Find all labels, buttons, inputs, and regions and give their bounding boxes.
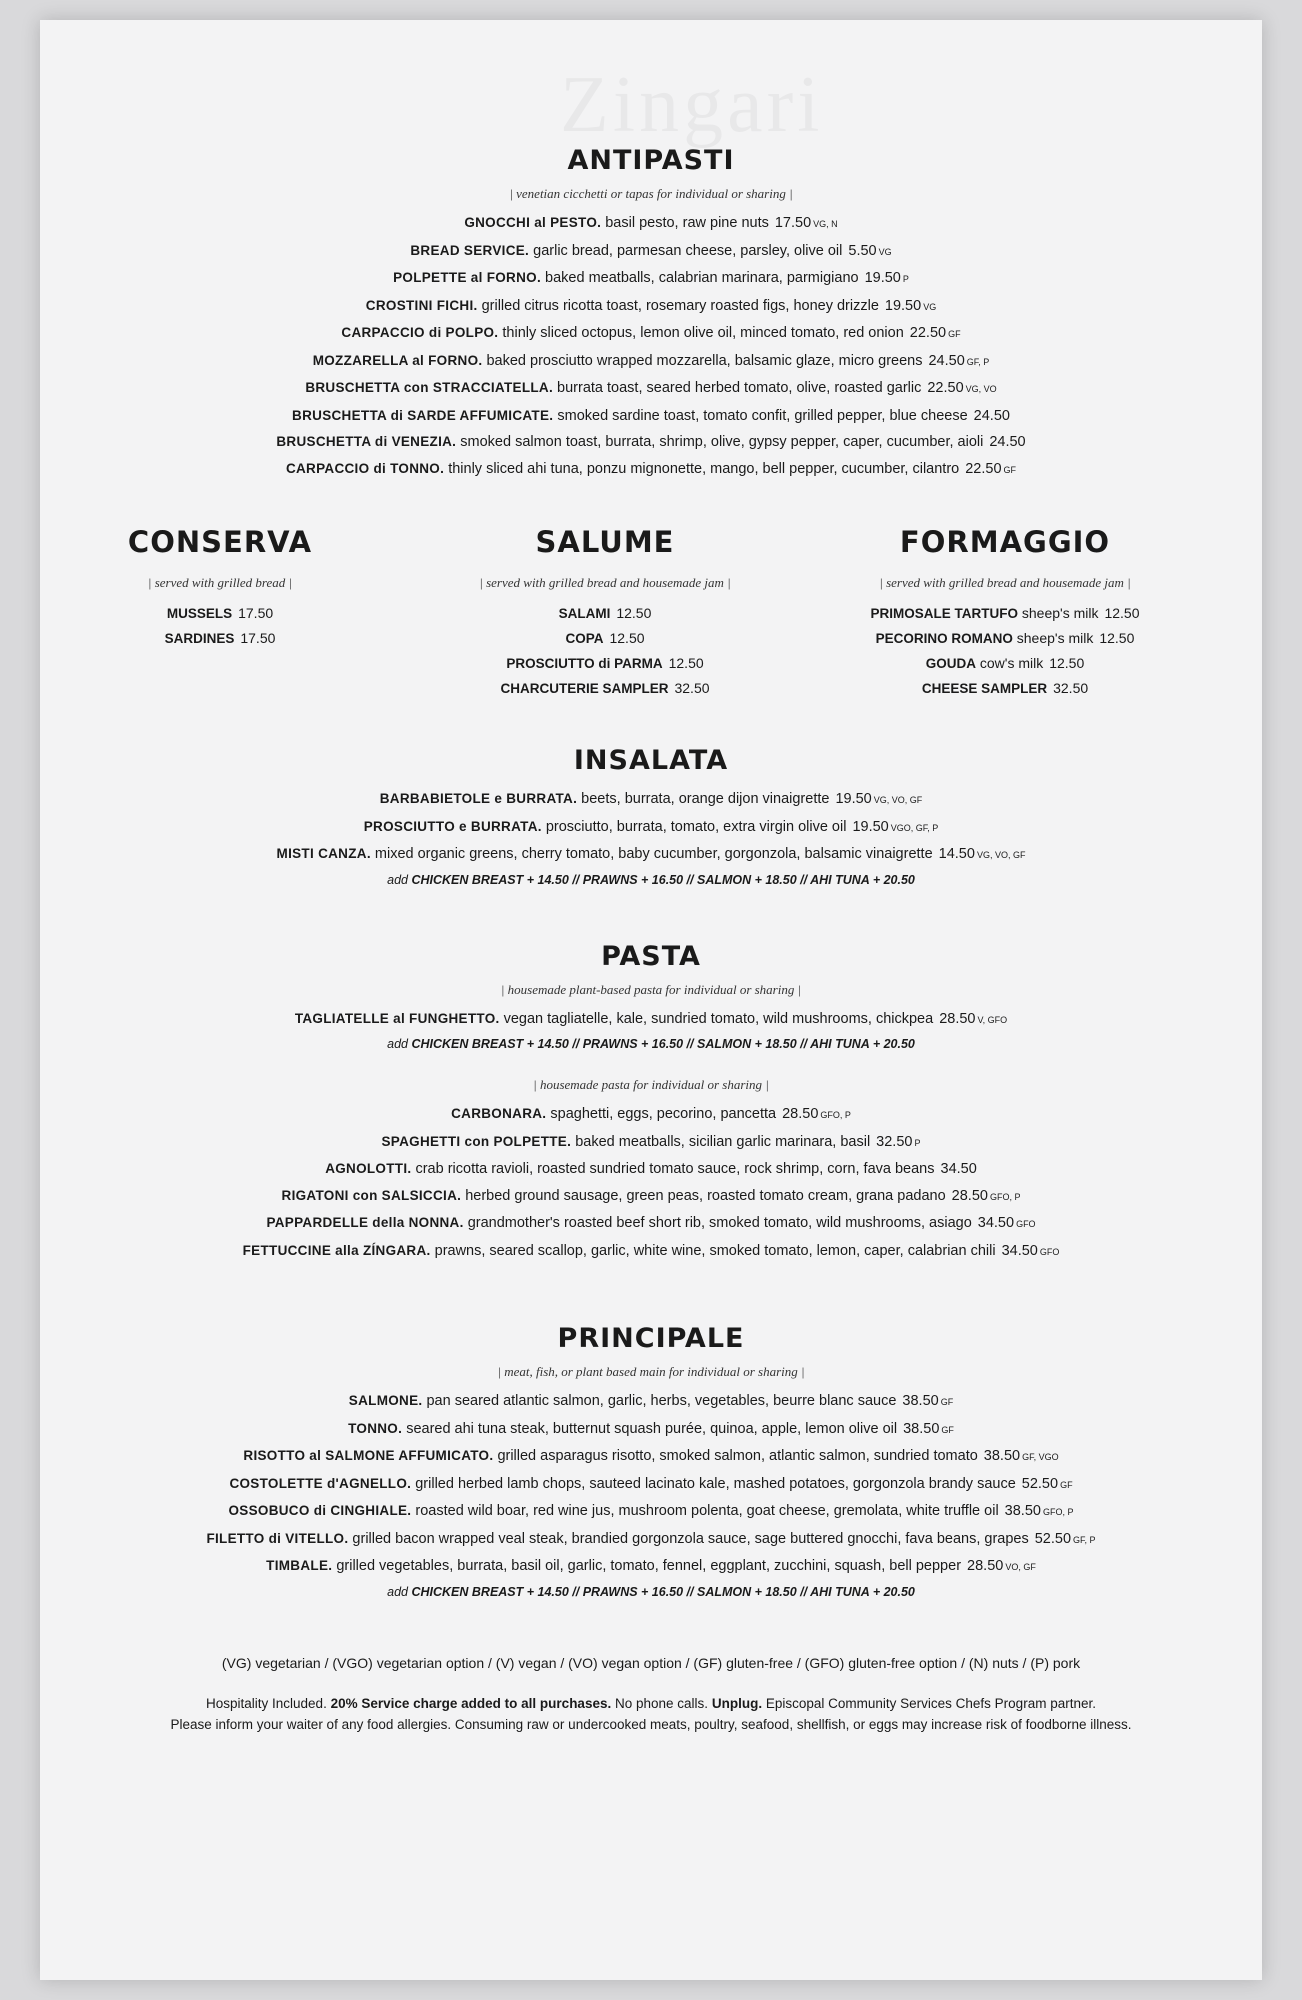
item-description: thinly sliced ahi tuna, ponzu mignonette, mango, bell pepper, cucumber, cilantro: [448, 460, 960, 477]
menu-item: [40, 841, 1262, 869]
item-description: beets, burrata, orange dijon vinaigrette: [581, 791, 830, 807]
menu-item: [95, 601, 345, 626]
item-list: [40, 210, 1262, 483]
item-price: 38.50: [1004, 1503, 1041, 1519]
item-price: 52.50: [1021, 1475, 1059, 1492]
addon-line: [40, 1581, 1262, 1603]
salume-section: [420, 525, 790, 701]
item-description: grilled vegetables, burrata, basil oil, garlic, tomato, fennel, eggplant, zucchini, squash, bell pepper: [336, 1558, 962, 1574]
item-tags: GFO, P: [820, 1110, 851, 1120]
item-tags: VG, VO: [965, 384, 997, 394]
item-description: smoked sardine toast, tomato confit, grilled pepper, blue cheese: [557, 407, 968, 424]
item-price: 34.50: [1001, 1242, 1038, 1259]
section-note: | housemade pasta for individual or sharing |: [533, 1077, 769, 1092]
menu-item: [40, 1471, 1262, 1499]
menu-page: [40, 20, 1262, 1980]
item-tags: GF: [948, 329, 961, 339]
item-name: BARBABIETOLE e BURRATA.: [379, 791, 578, 806]
item-name: PROSCIUTTO e BURRATA.: [363, 818, 542, 834]
item-description: sheep's milk: [1016, 630, 1094, 646]
menu-item: [40, 1388, 1262, 1416]
board-columns: [40, 525, 1262, 725]
item-price: 32.50: [1053, 680, 1089, 696]
item-tags: VG: [878, 246, 892, 257]
item-tags: GF: [1060, 1479, 1073, 1490]
item-name: SARDINES: [164, 631, 235, 646]
footer: [40, 1693, 1262, 1735]
item-name: PRIMOSALE TARTUFO: [870, 606, 1018, 621]
item-tags: GFO, P: [989, 1191, 1021, 1202]
section-title: CONSERVA: [127, 525, 313, 559]
footer-text: Unplug.: [711, 1695, 763, 1711]
menu-item: [40, 210, 1262, 238]
menu-item: [805, 676, 1205, 701]
menu-item: [805, 601, 1205, 626]
item-price: 28.50: [939, 1010, 976, 1027]
item-name: TIMBALE.: [266, 1558, 333, 1573]
menu-item: [40, 1526, 1262, 1554]
dietary-legend: (VG) vegetarian / (VGO) vegetarian option / (V) vegan / (VO) vegan option / (GF) gluten-free / (GFO) gluten-free option / (N) nuts / (P) pork: [221, 1654, 1081, 1671]
item-price: 28.50: [967, 1558, 1004, 1574]
item-list: [420, 601, 790, 701]
insalata-section: [40, 745, 1262, 891]
item-description: grilled asparagus risotto, smoked salmon, atlantic salmon, sundried tomato: [497, 1448, 978, 1464]
item-name: SPAGHETTI con POLPETTE.: [381, 1133, 572, 1149]
addon-label: add: [387, 1584, 408, 1599]
item-description: herbed ground sausage, green peas, roasted tomato cream, grana padano: [465, 1187, 946, 1204]
section-note: | served with grilled bread |: [147, 575, 293, 590]
item-tags: GF: [940, 1397, 954, 1407]
menu-item: [420, 601, 790, 626]
item-price: 28.50: [782, 1106, 819, 1122]
menu-item: [420, 626, 790, 651]
footer-text: Hospitality Included.: [206, 1695, 327, 1711]
item-price: 12.50: [1099, 630, 1135, 646]
item-name: PROSCIUTTO di PARMA: [506, 656, 663, 671]
item-description: baked prosciutto wrapped mozzarella, balsamic glaze, micro greens: [486, 352, 923, 369]
menu-item: [40, 1443, 1262, 1471]
item-price: 28.50: [951, 1187, 988, 1204]
menu-item: [40, 1238, 1262, 1266]
menu-item: [40, 293, 1262, 321]
footer-text: Episcopal Community Services Chefs Program partner.: [765, 1695, 1096, 1711]
item-tags: V, GFO: [977, 1014, 1008, 1025]
item-tags: GFO, P: [1042, 1507, 1074, 1517]
item-tags: GF, P: [1073, 1534, 1096, 1545]
item-name: CARBONARA.: [451, 1106, 547, 1121]
item-description: grilled herbed lamb chops, sauteed lacinato kale, mashed potatoes, gorgonzola brandy sauce: [415, 1475, 1016, 1492]
item-tags: GF, VGO: [1022, 1452, 1059, 1462]
item-name: TAGLIATELLE al FUNGHETTO.: [294, 1010, 500, 1026]
pasta-section: [40, 941, 1262, 1266]
item-name: AGNOLOTTI.: [325, 1161, 412, 1176]
menu-item: [40, 456, 1262, 484]
addon-text: CHICKEN BREAST + 14.50 // PRAWNS + 16.50 // SALMON + 18.50 // AHI TUNA + 20.50: [411, 1584, 915, 1599]
item-name: GOUDA: [925, 656, 976, 671]
section-note: | venetian cicchetti or tapas for individual or sharing |: [509, 186, 793, 201]
item-description: sheep's milk: [1021, 605, 1099, 621]
menu-item: [40, 1210, 1262, 1238]
item-tags: GFO: [1016, 1219, 1036, 1229]
conserva-section: [95, 525, 345, 651]
item-tags: VG: [923, 301, 937, 312]
item-name: COSTOLETTE d'AGNELLO.: [229, 1475, 412, 1491]
menu-item: [40, 1553, 1262, 1581]
addon-text: CHICKEN BREAST + 14.50 // PRAWNS + 16.50 // SALMON + 18.50 // AHI TUNA + 20.50: [411, 1037, 915, 1051]
menu-item: [40, 265, 1262, 293]
item-name: FILETTO di VITELLO.: [206, 1530, 349, 1546]
item-description: grilled citrus ricotta toast, rosemary roasted figs, honey drizzle: [481, 297, 879, 314]
item-name: BRUSCHETTA di SARDE AFFUMICATE.: [292, 407, 554, 423]
item-description: thinly sliced octopus, lemon olive oil, minced tomato, red onion: [502, 325, 904, 341]
item-price: 52.50: [1034, 1530, 1072, 1547]
menu-item: [40, 1101, 1262, 1129]
item-price: 12.50: [609, 630, 645, 646]
item-tags: P: [914, 1137, 921, 1148]
item-tags: GF: [1003, 464, 1017, 475]
addon-line: [40, 1033, 1262, 1055]
item-name: PAPPARDELLE della NONNA.: [266, 1215, 464, 1230]
item-name: BRUSCHETTA con STRACCIATELLA.: [305, 380, 554, 395]
item-description: crab ricotta ravioli, roasted sundried tomato sauce, rock shrimp, corn, fava beans: [415, 1161, 935, 1177]
item-name: CHARCUTERIE SAMPLER: [500, 681, 669, 696]
addon-label: add: [387, 872, 408, 887]
principale-section: [40, 1323, 1262, 1603]
section-title: ANTIPASTI: [567, 145, 735, 176]
section-note: | housemade plant-based pasta for individual or sharing |: [500, 981, 802, 997]
item-tags: GF: [941, 1424, 954, 1435]
item-description: mixed organic greens, cherry tomato, baby cucumber, gorgonzola, balsamic vinaigrette: [374, 846, 933, 862]
item-description: prawns, seared scallop, garlic, white wine, smoked tomato, lemon, caper, calabrian chili: [434, 1242, 996, 1259]
menu-item: [40, 375, 1262, 403]
item-name: TONNO.: [348, 1420, 403, 1436]
section-note: | meat, fish, or plant based main for individual or sharing |: [497, 1364, 805, 1379]
item-description: smoked salmon toast, burrata, shrimp, olive, gypsy pepper, caper, cucumber, aioli: [460, 434, 984, 450]
item-price: 19.50: [884, 297, 922, 314]
item-description: basil pesto, raw pine nuts: [605, 215, 769, 231]
section-note: | served with grilled bread and housemade jam |: [879, 575, 1131, 590]
item-list: [95, 601, 345, 651]
item-price: 12.50: [616, 605, 652, 621]
menu-item: [40, 320, 1262, 348]
item-price: 19.50: [835, 791, 872, 807]
item-list: [805, 601, 1205, 701]
menu-item: [40, 1006, 1262, 1034]
antipasti-section: [40, 145, 1262, 483]
item-price: 5.50: [848, 242, 877, 259]
item-name: CHEESE SAMPLER: [921, 681, 1048, 696]
item-name: MOZZARELLA al FORNO.: [312, 352, 483, 368]
menu-item: [420, 651, 790, 676]
menu-item: [40, 429, 1262, 456]
item-tags: P: [902, 274, 909, 284]
item-list: [40, 786, 1262, 869]
section-title: INSALATA: [573, 745, 729, 776]
menu-item: [40, 814, 1262, 842]
item-price: 22.50: [927, 380, 964, 396]
item-name: COPA: [565, 631, 604, 646]
item-price: 19.50: [864, 270, 901, 286]
item-tags: VGO, GF, P: [890, 822, 939, 833]
item-tags: VG, VO, GF: [873, 795, 923, 805]
item-name: OSSOBUCO di CINGHIALE.: [228, 1503, 412, 1518]
menu-item: [805, 626, 1205, 651]
menu-item: [40, 403, 1262, 430]
menu-item: [40, 1156, 1262, 1183]
item-description: burrata toast, seared herbed tomato, olive, roasted garlic: [557, 380, 922, 396]
item-price: 32.50: [674, 680, 710, 696]
item-price: 34.50: [940, 1161, 977, 1177]
menu-item: [40, 1183, 1262, 1211]
item-description: grandmother's roasted beef short rib, smoked tomato, wild mushrooms, asiago: [467, 1215, 972, 1231]
item-description: spaghetti, eggs, pecorino, pancetta: [550, 1106, 777, 1122]
item-tags: GF, P: [966, 356, 990, 367]
item-name: RIGATONI con SALSICCIA.: [281, 1187, 462, 1203]
item-list: [40, 1388, 1262, 1581]
item-description: roasted wild boar, red wine jus, mushroom polenta, goat cheese, gremolata, white truffle oil: [415, 1503, 999, 1519]
item-description: pan seared atlantic salmon, garlic, herbs, vegetables, beurre blanc sauce: [426, 1393, 897, 1409]
item-name: GNOCCHI al PESTO.: [464, 215, 602, 230]
item-tags: VO, GF: [1005, 1562, 1036, 1572]
watermark-logo: [560, 60, 823, 151]
item-price: 38.50: [903, 1420, 940, 1437]
item-description: garlic bread, parmesan cheese, parsley, olive oil: [533, 242, 843, 259]
item-description: prosciutto, burrata, tomato, extra virgin olive oil: [545, 818, 847, 835]
menu-item: [40, 1416, 1262, 1444]
item-price: 17.50: [240, 630, 276, 646]
footer-line-1: [40, 1693, 1262, 1714]
item-price: 24.50: [928, 352, 965, 369]
formaggio-section: [805, 525, 1205, 701]
menu-item: [40, 348, 1262, 376]
item-list: [40, 1101, 1262, 1265]
item-name: SALAMI: [558, 606, 611, 621]
item-list: [40, 1006, 1262, 1034]
item-price: 32.50: [876, 1133, 913, 1150]
item-price: 24.50: [989, 434, 1026, 450]
item-price: 22.50: [909, 325, 947, 341]
item-tags: VG, VO, GF: [976, 850, 1026, 860]
menu-item: [40, 1498, 1262, 1526]
item-description: vegan tagliatelle, kale, sundried tomato, wild mushrooms, chickpea: [503, 1010, 934, 1027]
item-price: 12.50: [668, 655, 704, 671]
menu-item: [95, 626, 345, 651]
item-name: RISOTTO al SALMONE AFFUMICATO.: [243, 1448, 494, 1463]
section-title: SALUME: [535, 525, 675, 559]
item-name: CARPACCIO di POLPO.: [341, 325, 499, 340]
item-description: baked meatballs, sicilian garlic marinara, basil: [575, 1133, 871, 1150]
item-price: 38.50: [983, 1448, 1021, 1464]
item-price: 14.50: [938, 846, 975, 862]
item-name: CROSTINI FICHI.: [365, 297, 478, 313]
menu-item: [420, 676, 790, 701]
menu-item: [40, 238, 1262, 266]
item-name: BREAD SERVICE.: [410, 242, 530, 258]
item-name: FETTUCCINE alla ZÍNGARA.: [242, 1242, 431, 1258]
item-price: 22.50: [965, 460, 1002, 477]
menu-item: [805, 651, 1205, 676]
item-price: 12.50: [1049, 655, 1085, 671]
menu-item: [40, 786, 1262, 814]
footer-text: 20% Service charge added to all purchases.: [330, 1695, 612, 1711]
item-price: 24.50: [973, 407, 1010, 424]
addon-line: [40, 869, 1262, 891]
item-name: CARPACCIO di TONNO.: [285, 460, 445, 476]
item-tags: GFO: [1039, 1246, 1060, 1257]
menu-item: [40, 1129, 1262, 1157]
section-title: PASTA: [601, 940, 701, 972]
item-description: cow's milk: [979, 655, 1044, 671]
item-price: 17.50: [774, 215, 812, 231]
item-name: BRUSCHETTA di VENEZIA.: [276, 434, 457, 449]
item-price: 34.50: [977, 1215, 1015, 1231]
addon-text: CHICKEN BREAST + 14.50 // PRAWNS + 16.50 // SALMON + 18.50 // AHI TUNA + 20.50: [411, 872, 915, 887]
section-title: FORMAGGIO: [899, 525, 1111, 559]
footer-text: No phone calls.: [615, 1695, 709, 1711]
item-price: 38.50: [902, 1393, 939, 1409]
item-price: 17.50: [238, 605, 274, 621]
item-name: MUSSELS: [166, 606, 233, 621]
item-description: baked meatballs, calabrian marinara, parmigiano: [545, 270, 859, 286]
item-name: POLPETTE al FORNO.: [393, 270, 542, 285]
item-price: 12.50: [1104, 605, 1140, 621]
footer-line-2: Please inform your waiter of any food allergies. Consuming raw or undercooked meats, poultry, seafood, shellfish, or eggs may increase risk of foodborne illness.: [170, 1716, 1132, 1732]
item-name: SALMONE.: [348, 1393, 423, 1408]
item-name: MISTI CANZA.: [276, 846, 371, 861]
item-price: 19.50: [852, 818, 889, 835]
item-description: seared ahi tuna steak, butternut squash purée, quinoa, apple, lemon olive oil: [406, 1420, 898, 1437]
addon-label: add: [387, 1037, 408, 1051]
section-note: | served with grilled bread and housemade jam |: [479, 575, 731, 590]
item-name: PECORINO ROMANO: [875, 631, 1013, 646]
section-title: PRINCIPALE: [557, 1323, 745, 1354]
item-description: grilled bacon wrapped veal steak, brandied gorgonzola sauce, sage buttered gnocchi, fava beans, grapes: [352, 1530, 1029, 1547]
item-tags: VG, N: [813, 219, 838, 229]
